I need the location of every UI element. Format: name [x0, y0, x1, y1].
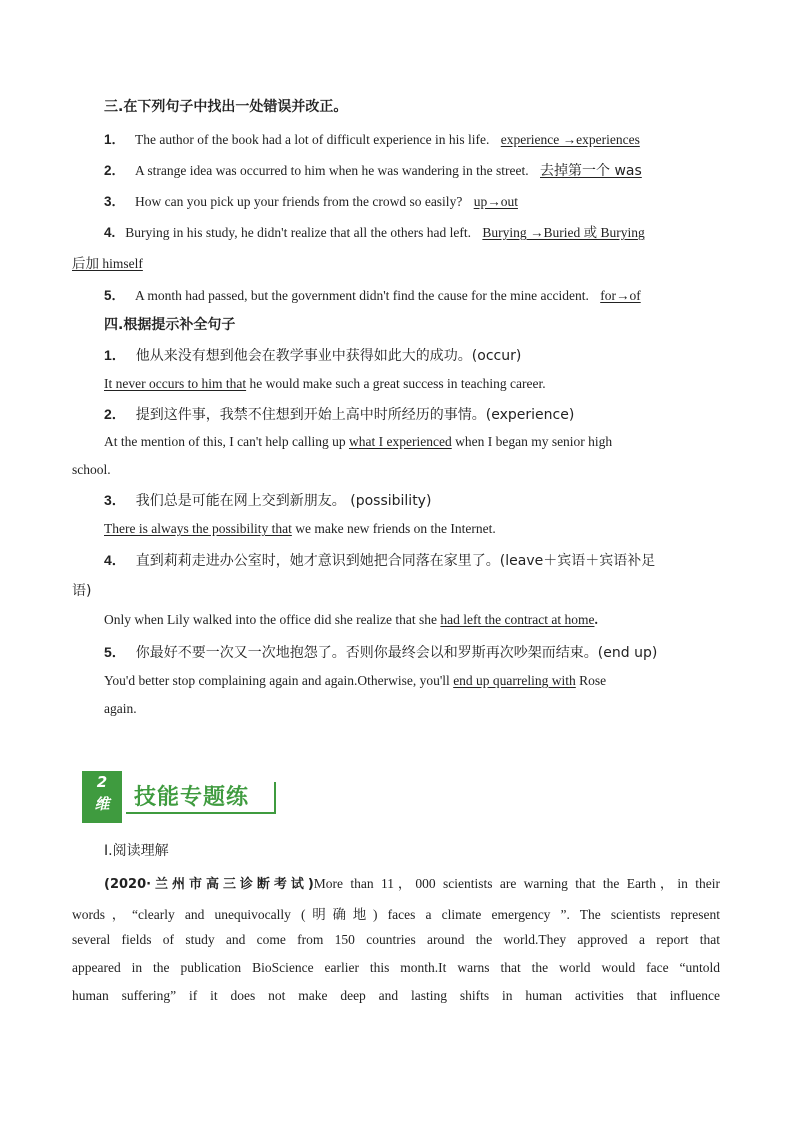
item-prompt: 直到莉莉走进办公室时，她才意识到她把合同落在家里了。(leave＋宾语＋宾语补足: [135, 553, 656, 569]
section-badge: [82, 771, 122, 823]
reading-line-5: human suffering” if it does not make deep and lasting shifts in human activities that influence: [72, 988, 720, 1003]
item-number: 3．: [104, 492, 126, 508]
section-3-title: 三.在下列句子中找出一处错误并改正。: [104, 99, 348, 115]
item-prompt: 他从来没有想到他会在教学事业中获得如此大的成功。(occur): [135, 348, 522, 364]
item-post: when I began my senior high: [455, 434, 613, 449]
item-pre: Only when Lily walked into the office did she realize that she: [104, 612, 438, 627]
s4-item-5-prompt: [104, 642, 657, 662]
item-number: 2．: [104, 406, 126, 422]
section-4-title: 四.根据提示补全句子: [104, 317, 236, 333]
reading-source: (2020·兰州市高三诊断考试): [104, 877, 314, 892]
item-number: 3．: [104, 194, 126, 209]
s3-item-4: [104, 221, 645, 241]
s3-item-4-answer-cont: 后加 himself: [72, 256, 143, 271]
s4-item-5-cont: again.: [104, 701, 137, 716]
item-answer: experience →experiences: [500, 132, 640, 147]
item-number: 4．: [104, 552, 126, 568]
badge-number: 2: [96, 773, 108, 791]
s4-item-1-prompt: [104, 345, 521, 365]
s4-item-4-answer-line: [104, 612, 598, 628]
s4-item-2-answer-line: [104, 434, 612, 450]
item-text: Burying in his study, he didn't realize that all the others had left.: [125, 225, 471, 240]
s3-item-2: [104, 159, 642, 180]
s4-item-4-prompt: [104, 550, 655, 570]
item-text: How can you pick up your friends from the crowd so easily?: [135, 194, 463, 209]
item-answer: up→out: [473, 194, 518, 209]
s4-item-5-answer-line: [104, 673, 606, 689]
reading-line-4: appeared in the publication BioScience earlier this month.It warns that the world would face “untold: [72, 960, 720, 975]
s3-item-1: [104, 128, 640, 148]
item-answer: had left the contract at home: [440, 612, 595, 627]
s4-item-3-prompt: [104, 490, 431, 510]
item-post: .: [594, 612, 598, 627]
s4-item-2-cont: school.: [72, 462, 111, 477]
item-answer: end up quarreling with: [453, 673, 576, 688]
item-answer: what I experienced: [349, 434, 452, 449]
badge-label: 维: [94, 795, 110, 813]
item-number: 4.: [104, 225, 116, 240]
reading-line-2: words，“clearly and unequivocally (明确地) faces a climate emergency ”. The scientists represent: [72, 907, 720, 922]
item-prompt: 提到这件事，我禁不住想到开始上高中时所经历的事情。(experience): [135, 407, 575, 423]
item-post: Rose: [579, 673, 607, 688]
reading-line-3: several fields of study and come from 150 countries around the world.They approved a report that: [72, 932, 720, 947]
item-number: 1．: [104, 132, 126, 147]
item-number: 5．: [104, 288, 126, 303]
s3-item-3: [104, 190, 518, 210]
s3-item-5: [104, 284, 641, 304]
s4-item-4-prompt-cont: 语): [72, 583, 92, 599]
s4-item-1-answer-line: [104, 376, 546, 392]
banner-title: 技能专题练: [134, 785, 250, 810]
item-number: 5．: [104, 644, 126, 660]
item-rest: we make new friends on the Internet.: [295, 521, 496, 536]
s4-item-2-prompt: [104, 404, 574, 424]
item-pre: You'd better stop complaining again and again.Otherwise, you'll: [104, 673, 450, 688]
item-answer: 去掉第一个 was: [540, 163, 642, 179]
item-answer: Burying →Buried 或 Burying: [482, 225, 645, 240]
item-text: A strange idea was occurred to him when he was wandering in the street.: [135, 163, 529, 178]
item-number: 1．: [104, 347, 126, 363]
item-answer: for→of: [600, 288, 641, 303]
item-prompt: 你最好不要一次又一次地抱怨了。否则你最终会以和罗斯再次吵架而结束。(end up): [135, 645, 658, 661]
s4-item-3-answer-line: [104, 521, 496, 537]
item-number: 2．: [104, 163, 126, 178]
item-pre: At the mention of this, I can't help calling up: [104, 434, 346, 449]
item-prompt: 我们总是可能在网上交到新朋友。 (possibility): [135, 493, 432, 509]
item-text: A month had passed, but the government didn't find the cause for the mine accident.: [135, 288, 589, 303]
reading-line-1: [104, 872, 720, 892]
item-answer: There is always the possibility that: [104, 521, 292, 536]
item-text: The author of the book had a lot of difficult experience in his life.: [135, 132, 490, 147]
item-rest: he would make such a great success in teaching career.: [249, 376, 546, 391]
item-answer: It never occurs to him that: [104, 376, 247, 391]
reading-text: More than 11，000 scientists are warning that the Earth，in their: [313, 876, 720, 891]
reading-heading: Ⅰ.阅读理解: [104, 843, 169, 859]
